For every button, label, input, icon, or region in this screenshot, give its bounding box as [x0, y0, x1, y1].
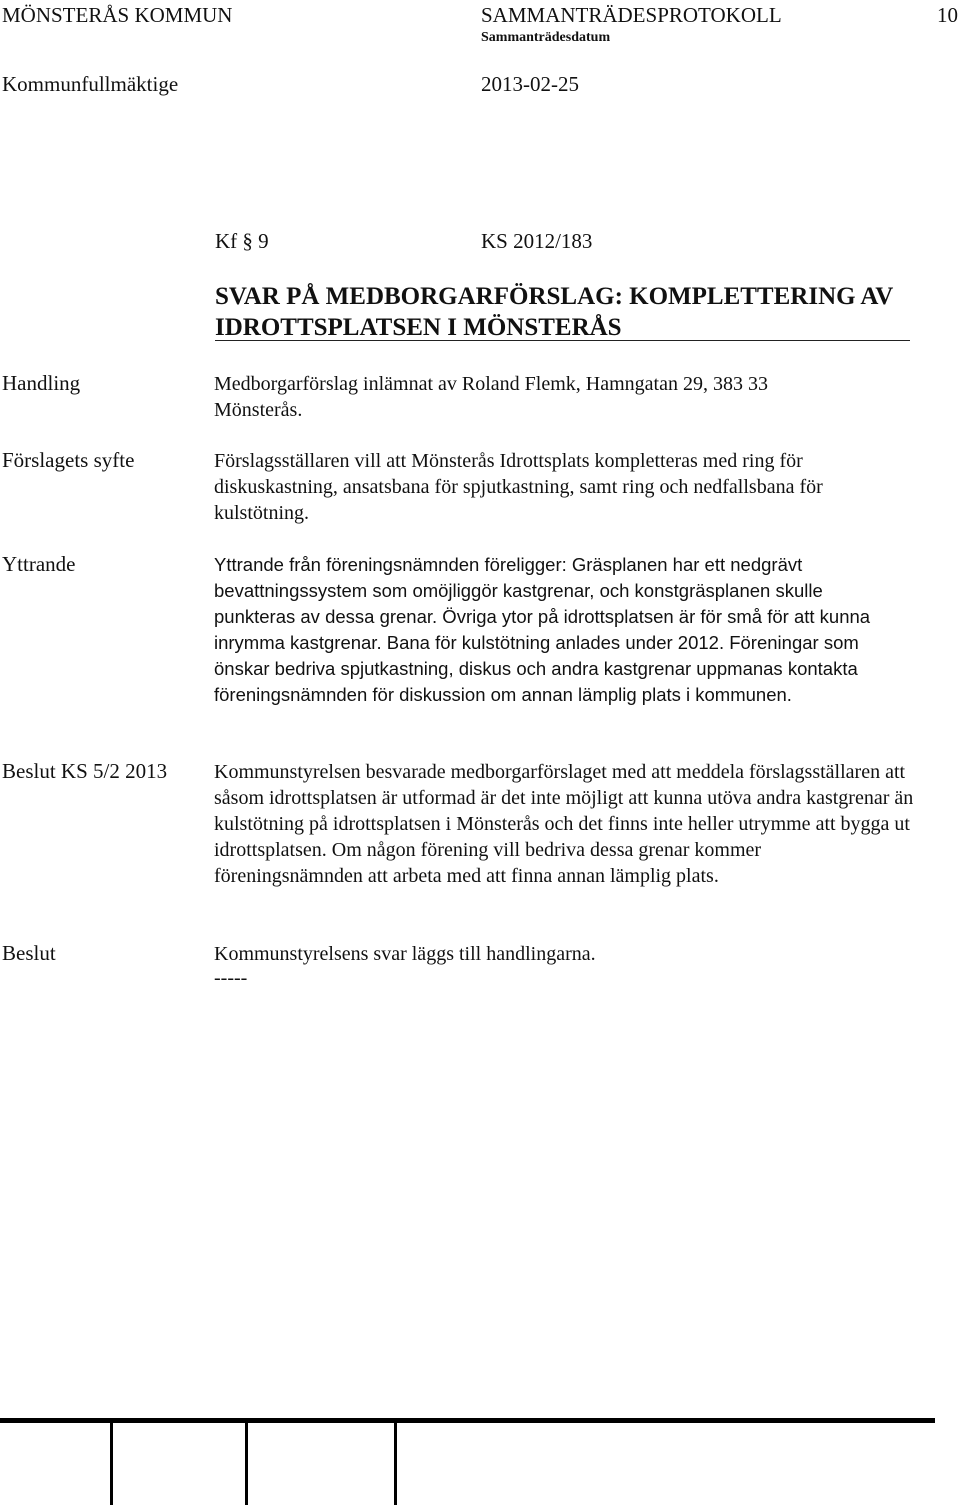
- section-label-decision: Beslut: [2, 941, 56, 965]
- document-type: SAMMANTRÄDESPROTOKOLL: [481, 3, 782, 27]
- section-label-proposal-purpose: Förslagets syfte: [2, 448, 135, 472]
- signature-box-divider: [245, 1422, 248, 1505]
- municipality-name: MÖNSTERÅS KOMMUN: [2, 3, 233, 27]
- section-text-handling: Medborgarförslag inlämnat av Roland Flemk, Hamngatan 29, 383 33 Mönsterås.: [214, 373, 768, 421]
- section-label-ks-decision: Beslut KS 5/2 2013: [2, 759, 168, 783]
- section-text-statement: Yttrande från föreningsnämnden föreligger: Gräsplanen har ett nedgrävt bevattningssystem som omöjliggör kastgrenar, och konstgräsplanen skulle punkteras av dessa grenar. Övriga ytor på idrottsplatsen är för små för att kunna inrymma kastgrenar. Bana för kulstötning anlades under 2012. Föreningar som önskar bedriva spjutkastning, diskus och andra kastgrenar uppmanas kontakta föreningsnämnden för diskussion om annan lämplig plats i kommunen.: [214, 554, 871, 705]
- case-title: SVAR PÅ MEDBORGARFÖRSLAG: KOMPLETTERING AV IDROTTSPLATSEN I MÖNSTERÅS: [215, 283, 893, 341]
- footer-rule: [0, 1418, 935, 1423]
- meeting-date-label: Sammanträdesdatum: [481, 30, 611, 45]
- page-number: 10: [937, 3, 958, 27]
- meeting-date: 2013-02-25: [481, 72, 579, 96]
- section-label-handling: Handling: [2, 371, 81, 395]
- title-divider: [215, 340, 910, 341]
- section-text-decision: Kommunstyrelsens svar läggs till handlingarna.: [214, 943, 596, 965]
- signature-box-divider: [394, 1422, 397, 1505]
- paragraph-number: Kf § 9: [215, 229, 269, 253]
- case-number: KS 2012/183: [481, 229, 593, 253]
- signature-box-divider: [110, 1422, 113, 1505]
- assembly-name: Kommunfullmäktige: [2, 72, 179, 96]
- end-marker: -----: [214, 967, 248, 989]
- section-text-ks-decision: Kommunstyrelsen besvarade medborgarförslaget med att meddela förslagsställaren att såsom idrottsplatsen är utformad är det inte möjligt att kunna utöva andra kastgrenar än kulstötning på idrottsplatsen i Mönsterås och det finns inte heller utrymme att bygga ut idrottsplatsen. Om någon förening vill bedriva dessa grenar kommer föreningsnämnden att arbeta med att finna annan lämplig plats.: [214, 761, 914, 887]
- section-text-proposal-purpose: Förslagsställaren vill att Mönsterås Idrottsplats kompletteras med ring för diskuskastning, ansatsbana för spjutkastning, samt ring och nedfallsbana för kulstötning.: [214, 450, 823, 524]
- section-label-statement: Yttrande: [2, 552, 76, 576]
